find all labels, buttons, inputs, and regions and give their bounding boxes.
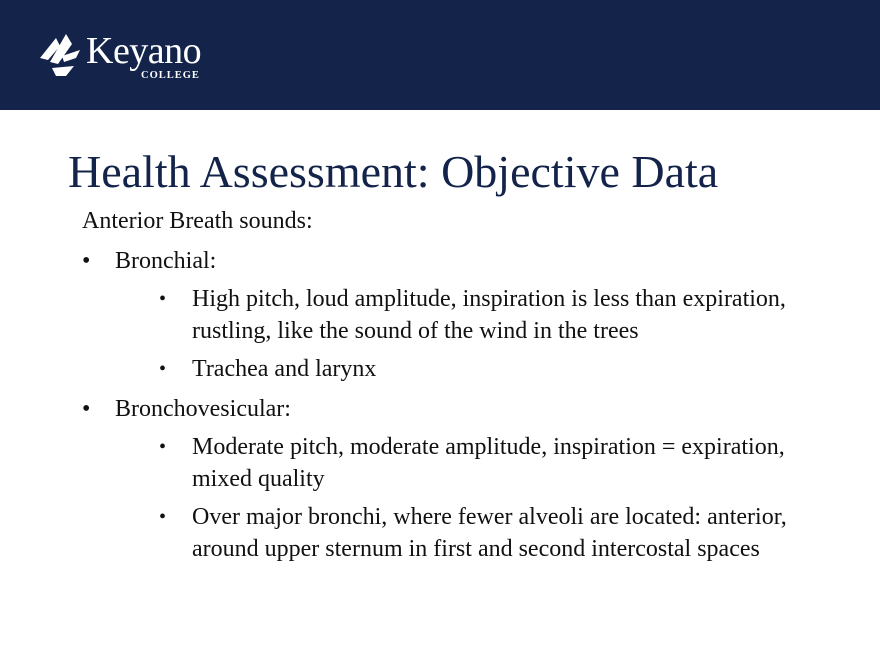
intro-text: Anterior Breath sounds: xyxy=(82,208,313,234)
slide-title: Health Assessment: Objective Data xyxy=(68,146,719,197)
list-item: • Over major bronchi, where fewer alveoli are located: anterior, around upper sternum in first and second intercostal spaces xyxy=(148,501,842,565)
keyano-logo-icon xyxy=(36,28,84,78)
list-item-label: Bronchial: xyxy=(115,248,217,274)
slide-body xyxy=(82,205,842,565)
college-logo xyxy=(36,28,216,88)
list-item: • Trachea and larynx xyxy=(148,353,842,385)
sub-bullet-list xyxy=(115,283,842,385)
list-item xyxy=(82,245,842,385)
logo-subtitle: COLLEGE xyxy=(141,70,200,81)
logo-name: Keyano xyxy=(86,30,202,72)
header-bar xyxy=(0,0,880,110)
list-item-label: Bronchovesicular: xyxy=(115,396,291,422)
list-item: • High pitch, loud amplitude, inspiration is less than expiration, rustling, like the sound of the wind in the trees xyxy=(148,283,842,347)
bullet-list xyxy=(82,245,842,565)
sub-bullet-list xyxy=(115,431,842,565)
list-item xyxy=(82,393,842,565)
list-item: • Moderate pitch, moderate amplitude, inspiration = expiration, mixed quality xyxy=(148,431,842,495)
